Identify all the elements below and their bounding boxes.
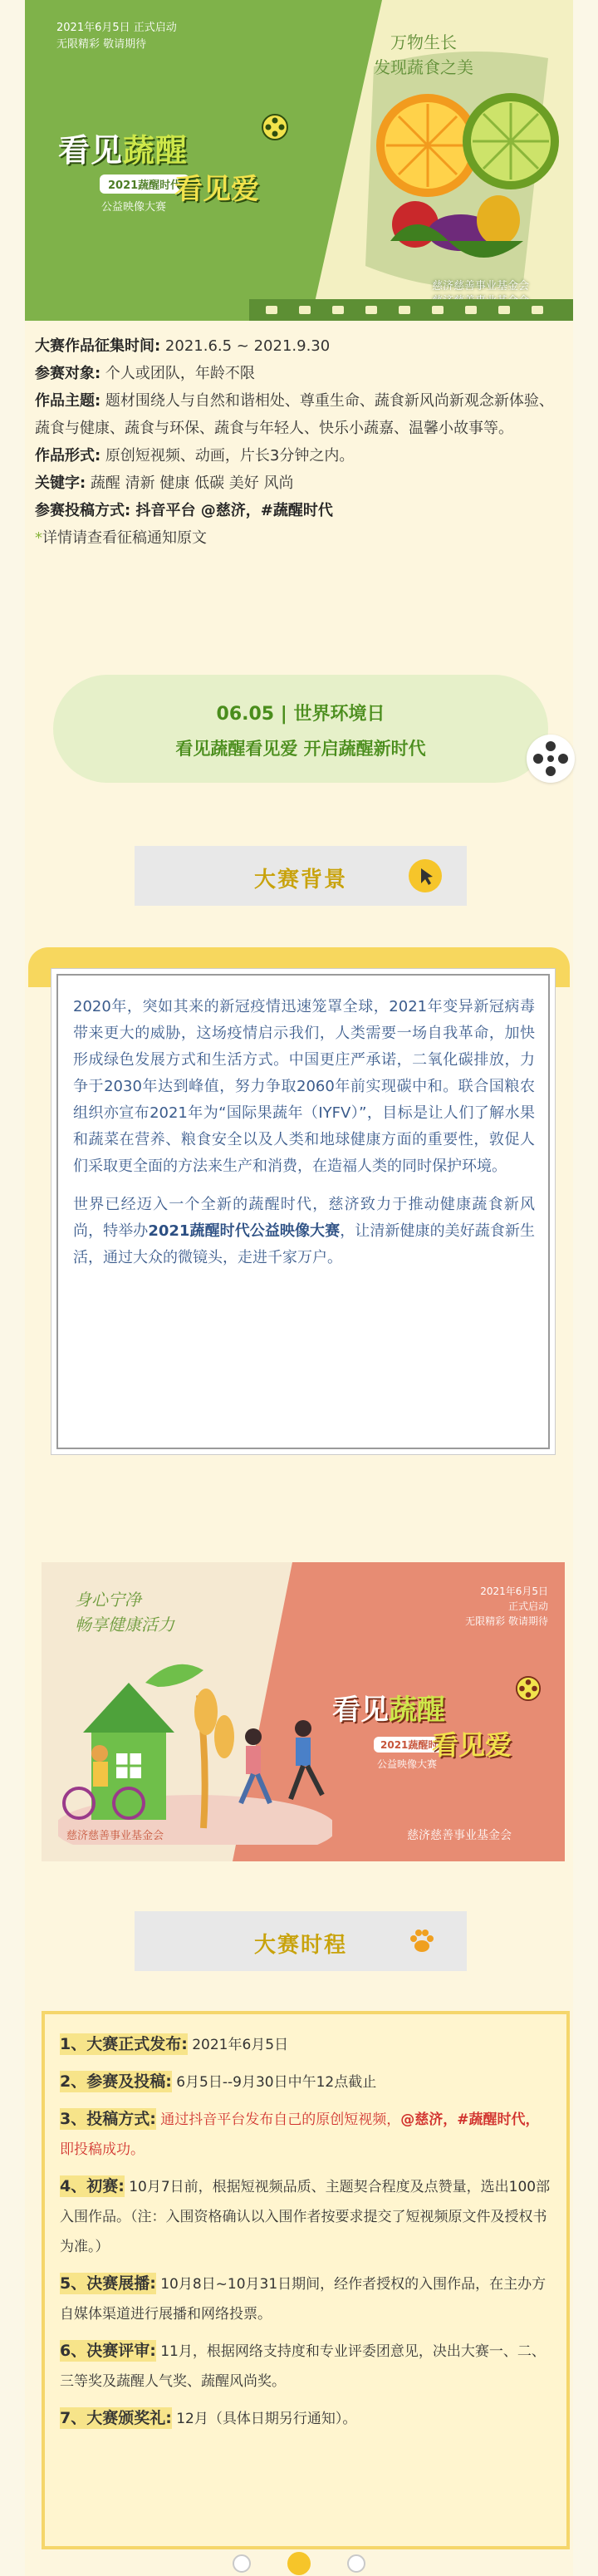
promo-title [332,1687,445,1728]
timeline-text: 通过抖音平台发布自己的原创短视频， [155,2111,401,2128]
dot-indicator [347,2554,365,2573]
launch-line-1: 2021年6月5日 正式启动 [56,22,177,34]
environment-day-card [53,675,548,783]
info-row [35,497,566,524]
info-row [35,469,566,497]
slogan-line-2: 发现蔬食之美 [374,57,473,77]
healthy-lifestyle-illustration [58,1637,332,1845]
info-label: 参赛投稿方式: [35,502,131,519]
paragraph-text: ，让清新健康的美好蔬食新生活，通过大众的微镜头，走进千家万户。 [73,1222,535,1266]
timeline-step: 5、决赛展播: [60,2274,156,2293]
info-label: 作品形式: [35,447,101,465]
section-heading-background [135,846,467,906]
promo-title-part1: 看见 [332,1694,389,1727]
hero-title-part2: 蔬醒 [123,132,189,169]
hero-chip: 2021蔬醒时代 [100,175,189,194]
timeline-text: 6月5日--9月30日中午12点截止 [171,2074,377,2091]
timeline-step: 1、大赛正式发布: [60,2035,188,2053]
timeline-item [60,2104,551,2165]
background-paragraph-1: 2020年，突如其来的新冠疫情迅速笼罩全球，2021年变异新冠病毒带来更大的威胁，这场疫情启示我们，人类需要一场自我革命，加快形成绿色发展方式和生活方式。中国更庄严承诺，二氧化碳排放，力争于2030年达到峰值，努力争取2060年前实现碳中和。联合国粮农组织亦宣布2021年为“国际果蔬年（IYFV）”，目标是让人们了解水果和蔬菜在营养、粮食安全以及人类和地球健康方面的重要性，敦促人们采取更全面的方法来生产和消费，在造福人类的同时保护环境。 [73,998,535,1175]
promo-banner [42,1562,565,1861]
contest-info [35,332,566,552]
promo-title-part2: 蔬醒 [389,1694,445,1727]
timeline-step: 4、初赛: [60,2177,125,2195]
filmstrip-bar [249,299,573,321]
timeline-step: 6、决赛评审: [60,2342,156,2360]
section-heading-timeline [135,1911,467,1971]
info-row [35,360,566,387]
timeline-item [60,2171,551,2262]
background-paragraph-2 [73,1192,535,1271]
dot-indicator-active [287,2552,311,2575]
pepper-icon [477,195,520,245]
info-value: 个人或团队，年龄不限 [100,365,255,382]
runner-icon [295,1720,311,1737]
hero-banner [25,0,573,321]
info-row [35,387,566,442]
promo-handwritten [75,1587,174,1637]
timeline-step: 3、投稿方式: [60,2110,156,2128]
timeline-item [60,2269,551,2329]
promo-date-line-2: 正式启动 [507,1600,548,1612]
info-value: 抖音平台 @慈济，#蔬醒时代 [130,502,333,519]
info-value: 2021.6.5 ~ 2021.9.30 [160,337,331,355]
timeline-item [60,2336,551,2397]
promo-foundation: 慈济慈善事业基金会 [407,1829,512,1842]
timeline-text: 10月7日前，根据短视频品质、主题契合程度及点赞量，选出100部入围作品。（注：入围资格确认以入围作者按要求提交了短视频原文件及授权书为准。） [60,2179,551,2255]
info-value: 题材围绕人与自然和谐相处、尊重生命、蔬食新风尚新观念新体验、蔬食与健康、蔬食与环保、蔬食与年轻人、快乐小蔬嘉、温馨小故事等。 [35,392,554,437]
info-label: 作品主题: [35,392,101,410]
timeline-text: 11月，根据网络支持度和专业评委团意见，决出大赛一、二、三等奖及蔬醒人气奖、蔬醒风尚奖。 [60,2343,546,2390]
promo-hand-line-2: 畅享健康活力 [75,1615,174,1635]
film-reel-icon [527,735,575,783]
contest-name-highlight: 2021蔬醒时代公益映像大赛 [148,1222,341,1240]
paragraph-text: 世界已经迈入一个全新的蔬醒时代，慈济致力于推动健康蔬食新风尚，特举办 [73,1196,535,1240]
dot-indicator [233,2554,251,2573]
fruit-filmstrip-illustration [357,33,565,299]
info-label: 大赛作品征集时间: [35,337,161,355]
promo-subtitle: 公益映像大赛 [377,1758,438,1770]
runner-icon [245,1728,262,1745]
timeline-item [60,2403,551,2434]
info-row [35,332,566,360]
note-text[interactable]: 详情请查看征稿通知原文 [42,529,207,547]
info-label: 关键字: [35,474,86,492]
info-label: 参赛对象: [35,365,101,382]
timeline-box [42,2011,570,2549]
environment-day-slogan: 看见蔬醒看见爱 开启蔬醒新时代 [175,739,426,759]
timeline-step: 2、参赛及投稿: [60,2072,172,2091]
paw-icon [407,1926,437,1956]
environment-day-date: 06.05 | 世界环境日 [216,704,385,725]
timeline-item [60,2029,551,2060]
timeline-progress-dots [233,2549,365,2574]
background-text [73,994,535,1283]
hero-title [58,125,188,170]
promo-date-line-3: 无限精彩 敬请期待 [465,1615,548,1627]
timeline-text: 2021年6月5日 [187,2037,289,2053]
promo-footer-left: 慈济慈善事业基金会 [66,1830,164,1842]
promo-chip: 2021蔬醒时代 [374,1737,454,1753]
film-reel-icon [515,1675,542,1702]
cursor-icon [409,859,442,892]
info-value: 蔬醒 清新 健康 低碳 美好 风尚 [86,474,294,492]
hero-footer-line-1: 慈济慈善事业基金会 [432,280,530,293]
info-note[interactable] [35,524,566,552]
timeline-step: 7、大赛颁奖礼: [60,2409,172,2427]
hero-title-part1: 看见 [58,132,124,169]
promo-title-part3: 看见爱 [432,1729,512,1761]
promo-date [465,1584,548,1629]
section-title: 大赛时程 [253,1933,347,1958]
timeline-text: 12月（具体日期另行通知）。 [171,2411,357,2427]
info-row [35,442,566,469]
promo-hand-line-1: 身心宁净 [75,1590,141,1610]
timeline-list [60,2029,551,2441]
background-section [28,947,570,1479]
promo-date-line-1: 2021年6月5日 [480,1585,548,1597]
film-reel-icon [261,113,289,141]
timeline-item [60,2067,551,2097]
note-star: * [35,529,42,547]
timeline-text: 即投稿成功。 [60,2141,145,2158]
slogan-line-1: 万物生长 [390,32,457,52]
background-textbox [56,974,550,1449]
hero-title-part3: 看见爱 [174,173,259,206]
timeline-text: 10月8日~10月31日期间，经作者授权的入围作品，在主办方自媒体渠道进行展播和网络投票。 [60,2276,547,2323]
hero-launch-text [56,20,177,53]
info-value: 原创短视频、动画，片长3分钟之内。 [100,447,355,465]
hero-subtitle: 公益映像大赛 [101,201,167,214]
launch-line-2: 无限精彩 敬请期待 [56,38,147,51]
timeline-hashtag: @慈济，#蔬醒时代， [400,2111,540,2128]
section-title: 大赛背景 [253,868,347,892]
